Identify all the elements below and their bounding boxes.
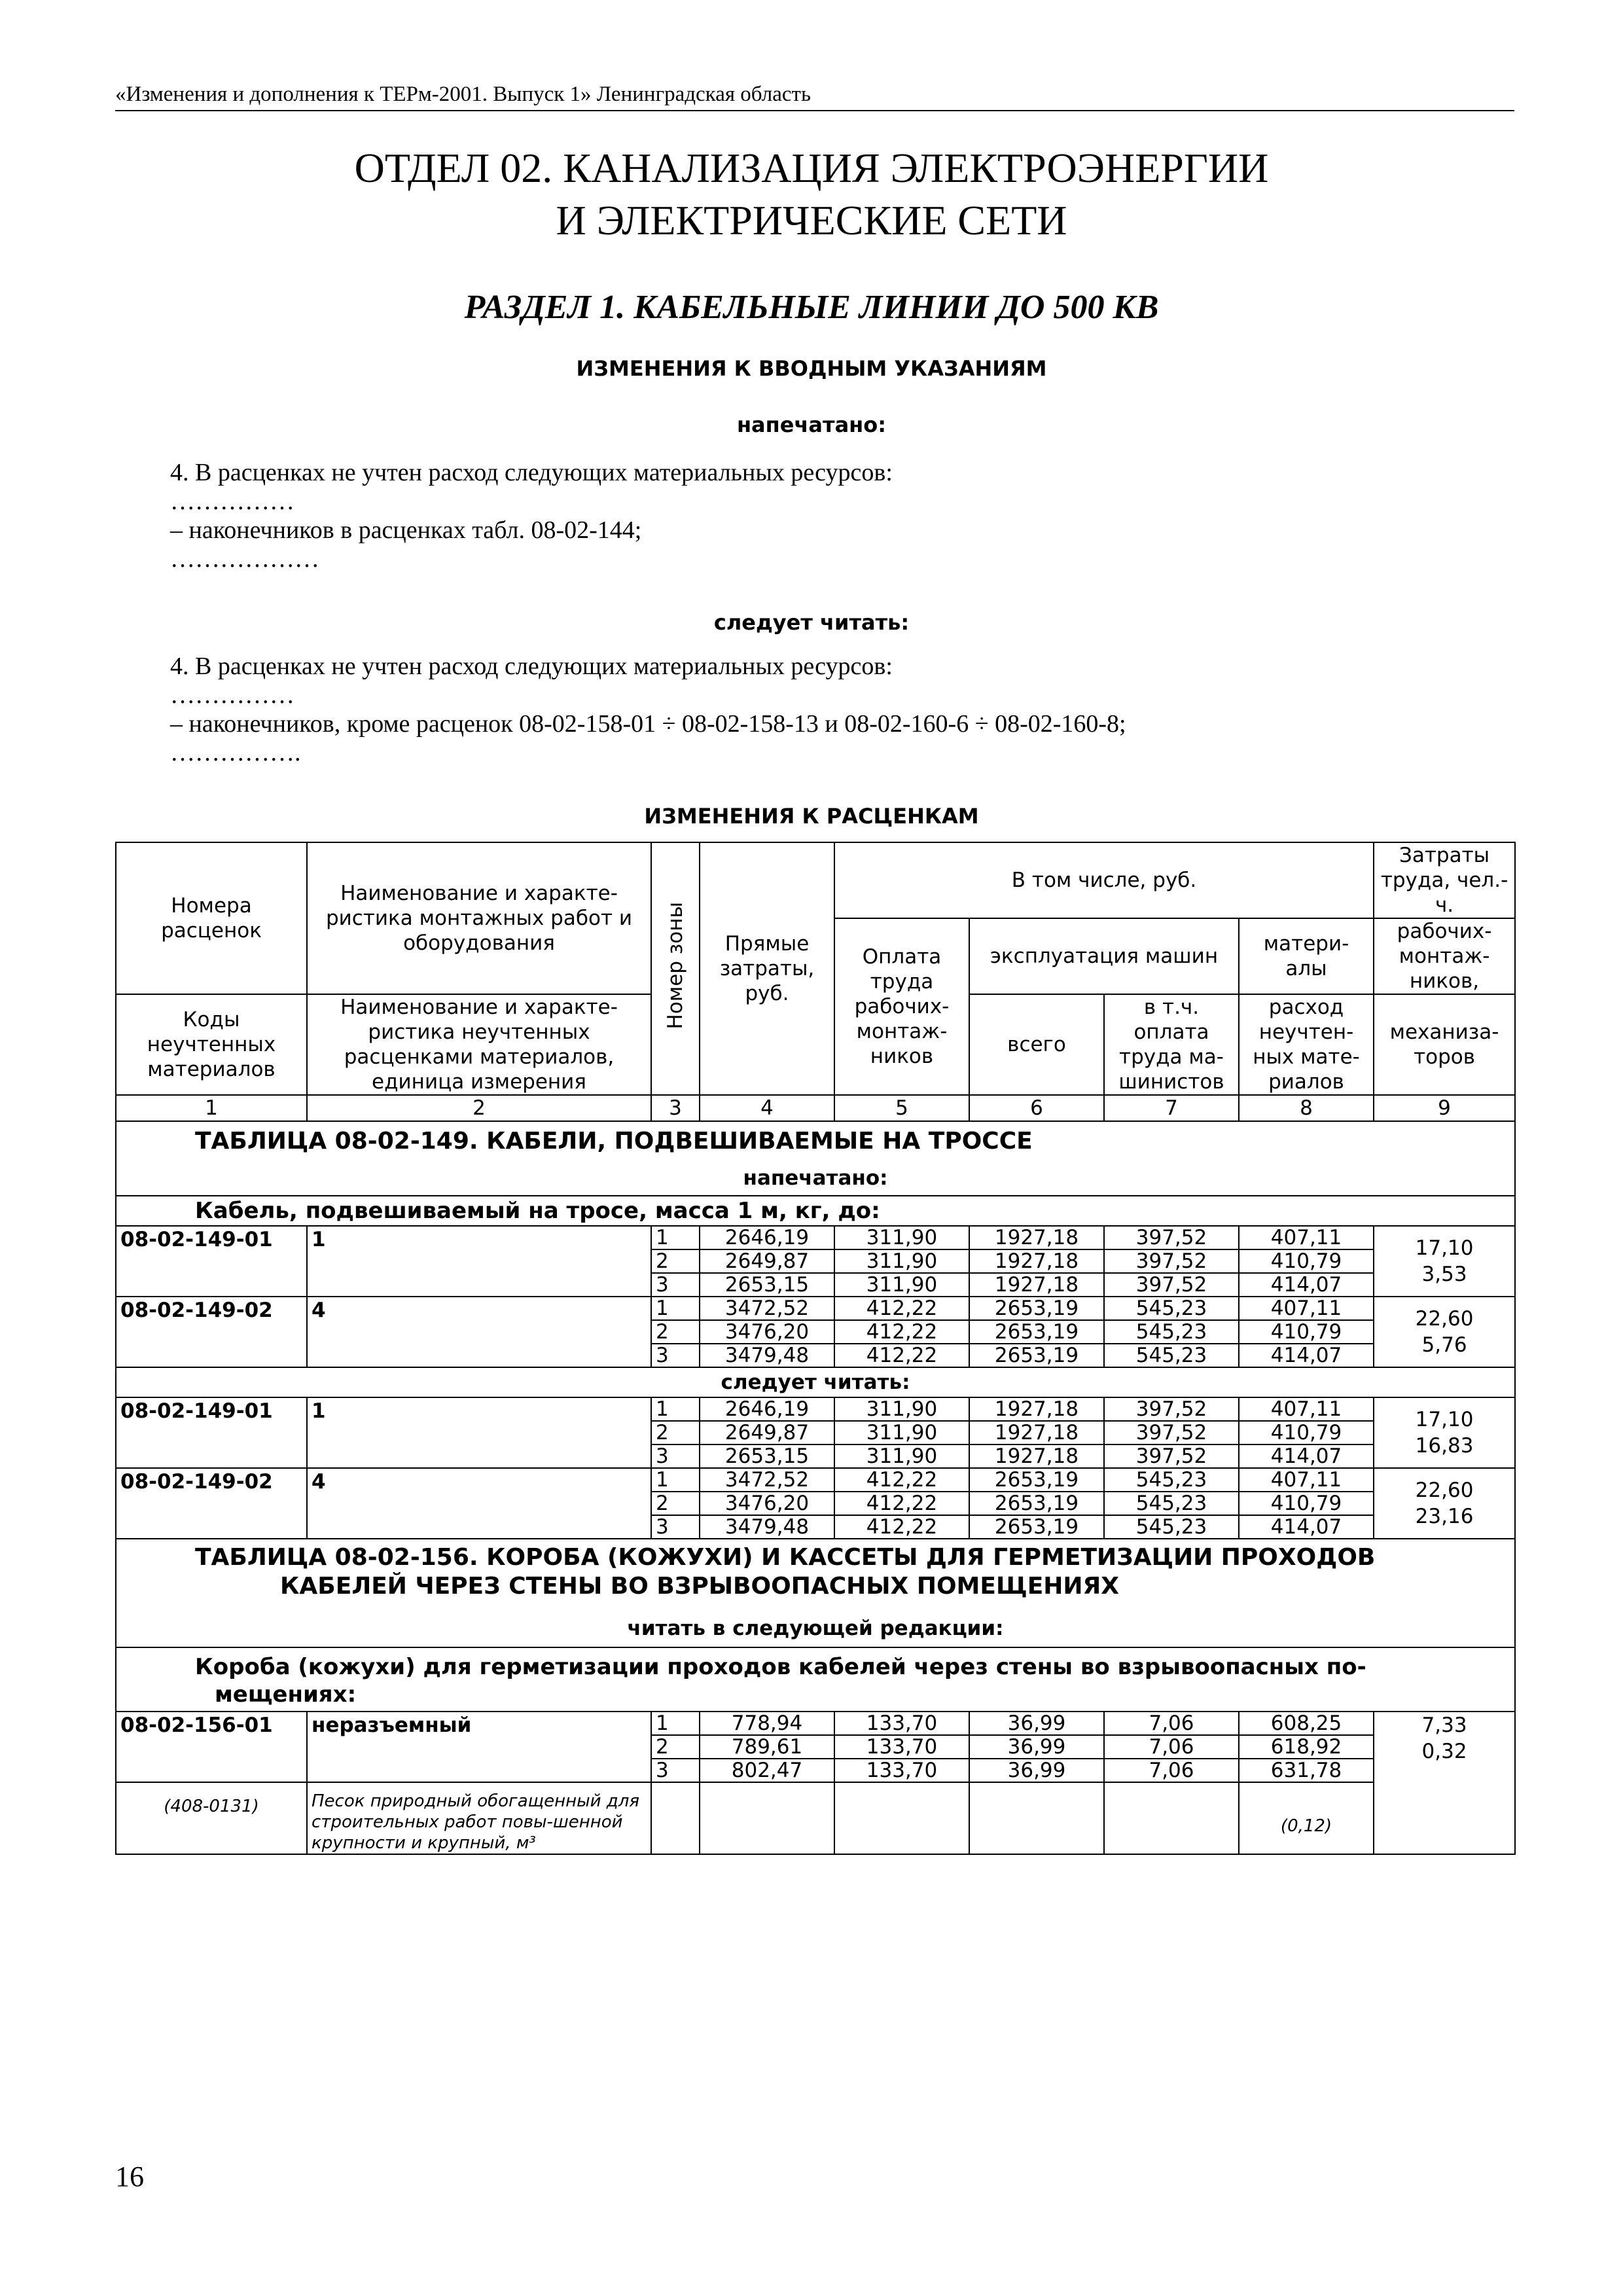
- table-156-title-line1: ТАБЛИЦА 08-02-156. КОРОБА (КОЖУХИ) И КАССЕТЫ ДЛЯ ГЕРМЕТИЗАЦИИ ПРОХОДОВ: [195, 1544, 1376, 1571]
- table-149-group: Кабель, подвешиваемый на тросе, масса 1 м, кг, до:: [116, 1196, 1515, 1226]
- read-line: – наконечников, кроме расценок 08-02-158-01 ÷ 08-02-158-13 и 08-02-160-6 ÷ 08-02-160-8;: [170, 710, 1126, 738]
- cost-value: 2649,87: [700, 1421, 834, 1444]
- zone-number: 2: [651, 1421, 700, 1444]
- cost-value: 3479,48: [700, 1344, 834, 1367]
- cost-value: 2649,87: [700, 1249, 834, 1273]
- table-149-printed-label: напечатано:: [743, 1166, 888, 1190]
- table-149-printed-rows: [116, 1226, 1515, 1367]
- column-number: 4: [700, 1095, 834, 1121]
- zone-number: 1: [651, 1468, 700, 1492]
- rate-name: 4: [307, 1297, 651, 1367]
- empty-cell: [834, 1782, 969, 1854]
- rates-changes-caption: ИЗМЕНЕНИЯ К РАСЦЕНКАМ: [644, 804, 979, 829]
- chapter-title-line2: И ЭЛЕКТРИЧЕСКИЕ СЕТИ: [556, 197, 1067, 243]
- cost-value: 2646,19: [700, 1397, 834, 1421]
- col-machine-total: всего: [969, 994, 1104, 1095]
- col-workers: рабочих-монтаж-ников,: [1374, 918, 1515, 994]
- cost-value: 2646,19: [700, 1226, 834, 1249]
- table-156-title-line2: КАБЕЛЕЙ ЧЕРЕЗ СТЕНЫ ВО ВЗРЫВООПАСНЫХ ПОМЕЩЕНИЯХ: [280, 1573, 1120, 1600]
- read-text: [170, 652, 1126, 767]
- cost-value: 311,90: [834, 1226, 969, 1249]
- labor-mechanics: 23,16: [1415, 1505, 1474, 1528]
- material-quantity: (0,12): [1239, 1782, 1374, 1854]
- cost-value: 397,52: [1104, 1444, 1239, 1468]
- cost-value: 3472,52: [700, 1297, 834, 1320]
- cost-value: 545,23: [1104, 1344, 1239, 1367]
- running-header: «Изменения и дополнения к ТЕРм-2001. Выпуск 1» Ленинградская область: [115, 81, 1514, 111]
- column-number: 2: [307, 1095, 651, 1121]
- page-number: 16: [115, 2161, 144, 2193]
- col-labor-costs: Затраты труда, чел.-ч.: [1374, 842, 1515, 918]
- column-number: 6: [969, 1095, 1104, 1121]
- cost-value: 407,11: [1239, 1468, 1374, 1492]
- labor-cell: [1374, 1397, 1515, 1468]
- col-materials: матери-алы: [1239, 918, 1374, 994]
- cost-value: 2653,19: [969, 1344, 1104, 1367]
- cost-value: 2653,19: [969, 1492, 1104, 1515]
- cost-value: 608,25: [1239, 1712, 1374, 1735]
- table-row: [116, 1226, 1515, 1249]
- col-material-name: Наименование и характе-ристика неучтенных расценками материалов, единица измерения: [307, 994, 651, 1095]
- labor-workers: 17,10: [1415, 1236, 1474, 1260]
- table-156-group: [116, 1647, 1515, 1712]
- zone-number: 3: [651, 1759, 700, 1782]
- cost-value: 412,22: [834, 1320, 969, 1344]
- cost-value: 545,23: [1104, 1297, 1239, 1320]
- col-zone: [651, 842, 700, 1095]
- cost-value: 412,22: [834, 1515, 969, 1539]
- cost-value: 3472,52: [700, 1468, 834, 1492]
- cost-value: 2653,19: [969, 1515, 1104, 1539]
- column-number: 7: [1104, 1095, 1239, 1121]
- cost-value: 407,11: [1239, 1226, 1374, 1249]
- cost-value: 7,06: [1104, 1735, 1239, 1759]
- col-material-codes: Коды неучтенных материалов: [116, 994, 307, 1095]
- table-156-read-label: читать в следующей редакции:: [627, 1617, 1004, 1640]
- read-line: …………….: [170, 739, 301, 766]
- intro-changes-caption: ИЗМЕНЕНИЯ К ВВОДНЫМ УКАЗАНИЯМ: [576, 356, 1047, 381]
- cost-value: 410,79: [1239, 1249, 1374, 1273]
- cost-value: 1927,18: [969, 1421, 1104, 1444]
- material-row: [116, 1782, 1515, 1854]
- cost-value: 545,23: [1104, 1468, 1239, 1492]
- cost-value: 2653,19: [969, 1297, 1104, 1320]
- printed-line: ………………: [170, 545, 319, 573]
- labor-cell: [1374, 1226, 1515, 1297]
- column-number: 1: [116, 1095, 307, 1121]
- rates-table: [115, 842, 1516, 1855]
- cost-value: 1927,18: [969, 1249, 1104, 1273]
- material-name: Песок природный обогащенный для строительных работ повы-шенной крупности и крупный, м³: [307, 1782, 651, 1854]
- cost-value: 1927,18: [969, 1226, 1104, 1249]
- cost-value: 545,23: [1104, 1515, 1239, 1539]
- cost-value: 1927,18: [969, 1397, 1104, 1421]
- rate-code: 08-02-149-02: [116, 1468, 307, 1539]
- cost-value: 414,07: [1239, 1273, 1374, 1297]
- cost-value: 545,23: [1104, 1320, 1239, 1344]
- column-numbers-row: [116, 1095, 1515, 1121]
- cost-value: 412,22: [834, 1344, 969, 1367]
- cost-value: 2653,19: [969, 1468, 1104, 1492]
- table-row: [116, 1297, 1515, 1320]
- cost-value: 414,07: [1239, 1515, 1374, 1539]
- table-row: [116, 1712, 1515, 1735]
- table-row: [116, 1468, 1515, 1492]
- zone-number: 3: [651, 1515, 700, 1539]
- labor-mechanics: 5,76: [1421, 1333, 1467, 1357]
- empty-cell: [651, 1782, 700, 1854]
- cost-value: 2653,15: [700, 1444, 834, 1468]
- cost-value: 7,06: [1104, 1712, 1239, 1735]
- table-149-title: ТАБЛИЦА 08-02-149. КАБЕЛИ, ПОДВЕШИВАЕМЫЕ НА ТРОССЕ: [195, 1128, 1033, 1155]
- zone-number: 3: [651, 1344, 700, 1367]
- cost-value: 397,52: [1104, 1249, 1239, 1273]
- table-156-header: [116, 1539, 1515, 1647]
- read-line: ……………: [170, 681, 294, 709]
- cost-value: 1927,18: [969, 1444, 1104, 1468]
- col-zone-label: Номер зоны: [664, 902, 687, 1030]
- cost-value: 414,07: [1239, 1344, 1374, 1367]
- rate-code: 08-02-149-02: [116, 1297, 307, 1367]
- cost-value: 397,52: [1104, 1226, 1239, 1249]
- read-line: 4. В расценках не учтен расход следующих материальных ресурсов:: [170, 653, 893, 680]
- printed-line: ……………: [170, 488, 294, 515]
- labor-cell: [1374, 1712, 1515, 1854]
- column-number: 3: [651, 1095, 700, 1121]
- labor-workers: 22,60: [1415, 1479, 1474, 1502]
- col-worker-pay: Оплата труда рабочих-монтаж-ников: [834, 918, 969, 1095]
- labor-workers: 22,60: [1415, 1307, 1474, 1331]
- cost-value: 631,78: [1239, 1759, 1374, 1782]
- zone-number: 1: [651, 1297, 700, 1320]
- table-156-rows: [116, 1712, 1515, 1854]
- table-149-read-rows: [116, 1397, 1515, 1539]
- table-156-group-line1: Короба (кожухи) для герметизации проходов кабелей через стены во взрывоопасных по-: [195, 1654, 1366, 1680]
- cost-value: 397,52: [1104, 1273, 1239, 1297]
- labor-cell: [1374, 1297, 1515, 1367]
- cost-value: 789,61: [700, 1735, 834, 1759]
- table-row: [116, 1397, 1515, 1421]
- printed-line: 4. В расценках не учтен расход следующих материальных ресурсов:: [170, 459, 893, 486]
- cost-value: 133,70: [834, 1735, 969, 1759]
- zone-number: 3: [651, 1273, 700, 1297]
- table-149-read-label: следует читать:: [116, 1367, 1515, 1397]
- cost-value: 311,90: [834, 1249, 969, 1273]
- cost-value: 36,99: [969, 1712, 1104, 1735]
- chapter-title-line1: ОТДЕЛ 02. КАНАЛИЗАЦИЯ ЭЛЕКТРОЭНЕРГИИ: [354, 145, 1269, 191]
- column-number: 5: [834, 1095, 969, 1121]
- cost-value: 410,79: [1239, 1492, 1374, 1515]
- zone-number: 3: [651, 1444, 700, 1468]
- col-machine-operation: эксплуатация машин: [969, 918, 1239, 994]
- zone-number: 1: [651, 1397, 700, 1421]
- cost-value: 1927,18: [969, 1273, 1104, 1297]
- rate-code: 08-02-156-01: [116, 1712, 307, 1782]
- cost-value: 618,92: [1239, 1735, 1374, 1759]
- rate-name: 4: [307, 1468, 651, 1539]
- cost-value: 397,52: [1104, 1421, 1239, 1444]
- cost-value: 36,99: [969, 1735, 1104, 1759]
- cost-value: 311,90: [834, 1421, 969, 1444]
- zone-number: 2: [651, 1249, 700, 1273]
- zone-number: 1: [651, 1226, 700, 1249]
- zone-number: 2: [651, 1320, 700, 1344]
- material-code: (408-0131): [116, 1782, 307, 1854]
- cost-value: 133,70: [834, 1712, 969, 1735]
- empty-cell: [700, 1782, 834, 1854]
- cost-value: 311,90: [834, 1444, 969, 1468]
- section-title: РАЗДЕЛ 1. КАБЕЛЬНЫЕ ЛИНИИ ДО 500 КВ: [464, 289, 1159, 326]
- cost-value: 3479,48: [700, 1515, 834, 1539]
- read-label: следует читать:: [713, 610, 910, 635]
- rate-code: 08-02-149-01: [116, 1397, 307, 1468]
- empty-cell: [969, 1782, 1104, 1854]
- cost-value: 3476,20: [700, 1492, 834, 1515]
- col-machinist-pay: в т.ч. оплата труда ма-шинистов: [1104, 994, 1239, 1095]
- rate-name: 1: [307, 1226, 651, 1297]
- cost-value: 407,11: [1239, 1297, 1374, 1320]
- rate-name: 1: [307, 1397, 651, 1468]
- rate-name: неразъемный: [307, 1712, 651, 1782]
- printed-text: [170, 458, 893, 573]
- col-material-usage: расход неучтен-ных мате-риалов: [1239, 994, 1374, 1095]
- empty-cell: [1104, 1782, 1239, 1854]
- cost-value: 778,94: [700, 1712, 834, 1735]
- labor-mechanics: 3,53: [1421, 1263, 1467, 1286]
- printed-label: напечатано:: [736, 412, 887, 437]
- cost-value: 311,90: [834, 1273, 969, 1297]
- cost-value: 2653,19: [969, 1320, 1104, 1344]
- cost-value: 412,22: [834, 1468, 969, 1492]
- zone-number: 2: [651, 1492, 700, 1515]
- cost-value: 36,99: [969, 1759, 1104, 1782]
- cost-value: 311,90: [834, 1397, 969, 1421]
- cost-value: 412,22: [834, 1297, 969, 1320]
- labor-mechanics: 0,32: [1421, 1740, 1467, 1763]
- col-mechanics: механиза-торов: [1374, 994, 1515, 1095]
- cost-value: 410,79: [1239, 1421, 1374, 1444]
- cost-value: 410,79: [1239, 1320, 1374, 1344]
- labor-workers: 7,33: [1421, 1713, 1467, 1737]
- printed-line: – наконечников в расценках табл. 08-02-144;: [170, 516, 642, 544]
- cost-value: 802,47: [700, 1759, 834, 1782]
- column-number: 8: [1239, 1095, 1374, 1121]
- cost-value: 133,70: [834, 1759, 969, 1782]
- labor-workers: 17,10: [1415, 1408, 1474, 1431]
- column-number: 9: [1374, 1095, 1515, 1121]
- cost-value: 545,23: [1104, 1492, 1239, 1515]
- cost-value: 7,06: [1104, 1759, 1239, 1782]
- labor-mechanics: 16,83: [1415, 1434, 1474, 1458]
- cost-value: 412,22: [834, 1492, 969, 1515]
- table-149-header: [116, 1121, 1515, 1196]
- cost-value: 414,07: [1239, 1444, 1374, 1468]
- cost-value: 397,52: [1104, 1397, 1239, 1421]
- table-156-group-line2: мещениях:: [215, 1681, 357, 1708]
- zone-number: 2: [651, 1735, 700, 1759]
- cost-value: 407,11: [1239, 1397, 1374, 1421]
- zone-number: 1: [651, 1712, 700, 1735]
- cost-value: 2653,15: [700, 1273, 834, 1297]
- col-work-name: Наименование и характе-ристика монтажных работ и оборудования: [307, 842, 651, 994]
- col-rate-numbers: Номера расценок: [116, 842, 307, 994]
- col-direct-costs: Прямые затраты, руб.: [700, 842, 834, 1095]
- col-including: В том числе, руб.: [834, 842, 1374, 918]
- labor-cell: [1374, 1468, 1515, 1539]
- rate-code: 08-02-149-01: [116, 1226, 307, 1297]
- cost-value: 3476,20: [700, 1320, 834, 1344]
